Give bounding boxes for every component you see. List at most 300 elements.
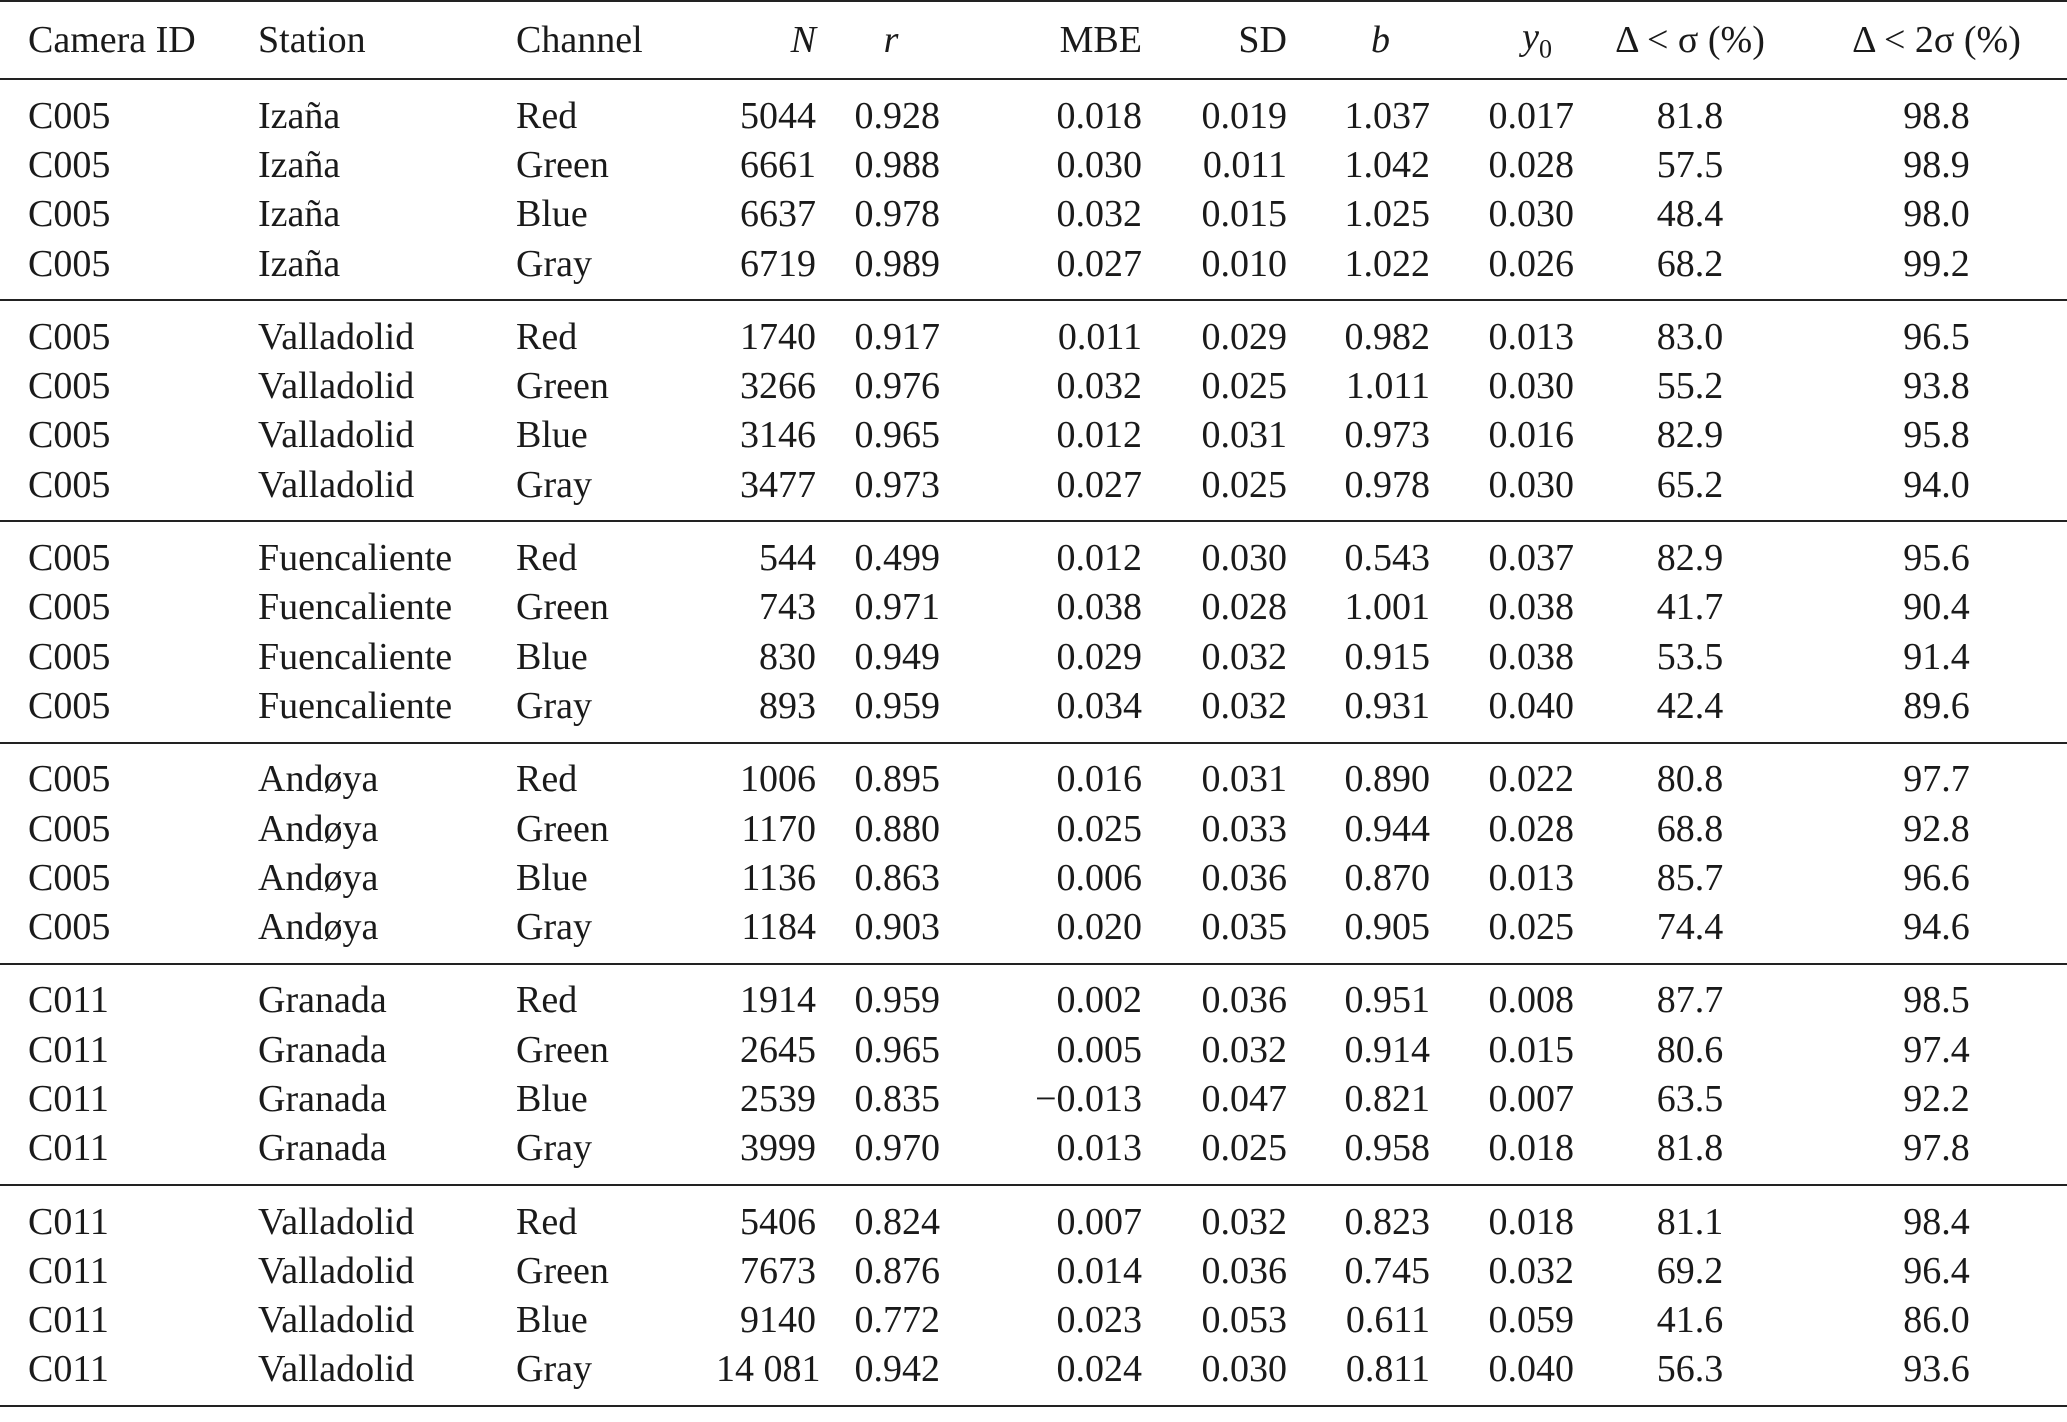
header-y0-subscript: 0 <box>1539 34 1552 64</box>
cell-channel: Red <box>516 979 578 1022</box>
cell-mbe: 0.034 <box>1056 684 1142 727</box>
cell-r: 0.949 <box>854 635 940 678</box>
cell-mbe: 0.032 <box>1056 365 1142 408</box>
cell-y0: 0.028 <box>1488 143 1574 186</box>
cell-sigma2: 92.8 <box>1903 807 1970 850</box>
cell-b: 0.611 <box>1345 1299 1430 1342</box>
table-row <box>0 632 2067 681</box>
cell-y0: 0.028 <box>1488 807 1574 850</box>
cell-n: 7673 <box>740 1249 816 1292</box>
cell-r: 0.835 <box>854 1077 940 1120</box>
cell-y0: 0.013 <box>1488 856 1574 899</box>
cell-sd: 0.029 <box>1201 315 1287 358</box>
cell-station: Izaña <box>258 193 341 236</box>
cell-n: 3477 <box>740 463 816 506</box>
cell-camera-id: C005 <box>28 684 111 727</box>
cell-sigma1: 41.7 <box>1656 586 1724 629</box>
cell-n: 1170 <box>741 807 816 850</box>
cell-r: 0.928 <box>854 94 940 137</box>
cell-channel: Red <box>516 537 578 580</box>
cell-sigma1: 69.2 <box>1656 1249 1724 1292</box>
cell-mbe: 0.016 <box>1056 758 1142 801</box>
cell-camera-id: C011 <box>28 1249 109 1292</box>
cell-station: Fuencaliente <box>258 635 453 678</box>
table-row <box>0 902 2067 951</box>
cell-camera-id: C005 <box>28 414 111 457</box>
cell-mbe: −0.013 <box>1035 1077 1142 1120</box>
cell-y0: 0.030 <box>1488 193 1574 236</box>
table-row <box>0 976 2067 1025</box>
table-row <box>0 411 2067 460</box>
cell-sd: 0.019 <box>1201 94 1287 137</box>
table-row <box>0 1124 2067 1173</box>
cell-channel: Blue <box>516 193 588 236</box>
cell-r: 0.970 <box>854 1127 940 1170</box>
cell-camera-id: C005 <box>28 315 111 358</box>
cell-camera-id: C011 <box>28 1127 109 1170</box>
cell-sd: 0.030 <box>1201 537 1287 580</box>
header-station: Station <box>258 1 516 79</box>
header-y0 <box>1430 1 1574 79</box>
group-spacer <box>0 300 2067 312</box>
station-group <box>0 964 2067 1185</box>
cell-b: 1.022 <box>1344 242 1430 285</box>
table-row <box>0 91 2067 140</box>
cell-mbe: 0.005 <box>1056 1028 1142 1071</box>
cell-sigma2: 98.0 <box>1903 193 1970 236</box>
cell-channel: Green <box>516 807 609 850</box>
table-header <box>0 1 2067 79</box>
cell-n: 5044 <box>740 94 816 137</box>
group-spacer <box>0 79 2067 91</box>
cell-y0: 0.022 <box>1488 758 1574 801</box>
cell-n: 3146 <box>740 414 816 457</box>
cell-sigma2: 95.6 <box>1903 537 1970 580</box>
cell-sigma2: 98.8 <box>1903 94 1970 137</box>
cell-r: 0.942 <box>854 1348 940 1391</box>
cell-y0: 0.008 <box>1488 979 1574 1022</box>
cell-station: Granada <box>258 1127 387 1170</box>
cell-station: Granada <box>258 1028 387 1071</box>
station-group <box>0 521 2067 742</box>
cell-sigma1: 81.8 <box>1656 1127 1724 1170</box>
cell-b: 0.745 <box>1344 1249 1430 1292</box>
header-sigma2-label: Δ < 2σ (%) <box>1852 19 2021 61</box>
cell-mbe: 0.027 <box>1056 463 1142 506</box>
cell-sigma2: 98.5 <box>1903 979 1970 1022</box>
cell-camera-id: C005 <box>28 537 111 580</box>
cell-camera-id: C011 <box>28 979 109 1022</box>
table-row <box>0 1345 2067 1394</box>
cell-station: Andøya <box>258 906 379 949</box>
cell-b: 1.037 <box>1344 94 1430 137</box>
cell-sigma2: 89.6 <box>1903 684 1970 727</box>
cell-sigma1: 41.6 <box>1656 1299 1724 1342</box>
cell-r: 0.895 <box>854 758 940 801</box>
table-row <box>0 681 2067 730</box>
cell-channel: Blue <box>516 856 588 899</box>
cell-sigma1: 82.9 <box>1656 414 1724 457</box>
cell-b: 0.811 <box>1345 1348 1430 1391</box>
cell-sigma1: 82.9 <box>1656 537 1724 580</box>
cell-b: 0.982 <box>1344 315 1430 358</box>
cell-channel: Green <box>516 1028 609 1071</box>
cell-b: 0.973 <box>1344 414 1430 457</box>
cell-sigma2: 92.2 <box>1903 1077 1970 1120</box>
cell-sigma1: 81.8 <box>1656 94 1724 137</box>
cell-station: Izaña <box>258 94 341 137</box>
cell-mbe: 0.006 <box>1056 856 1142 899</box>
cell-r: 0.989 <box>854 242 940 285</box>
cell-sigma1: 42.4 <box>1656 684 1724 727</box>
cell-y0: 0.017 <box>1488 94 1574 137</box>
cell-sd: 0.011 <box>1202 143 1287 186</box>
header-n: N <box>716 1 816 79</box>
cell-sigma2: 96.4 <box>1903 1249 1970 1292</box>
group-spacer <box>0 288 2067 300</box>
cell-y0: 0.026 <box>1488 242 1574 285</box>
header-sd: SD <box>1142 1 1287 79</box>
cell-r: 0.876 <box>854 1249 940 1292</box>
header-y0-symbol: y <box>1522 15 1539 58</box>
cell-sd: 0.053 <box>1201 1299 1287 1342</box>
table-row <box>0 583 2067 632</box>
cell-channel: Red <box>516 758 578 801</box>
cell-channel: Blue <box>516 1299 588 1342</box>
cell-sd: 0.032 <box>1201 1200 1287 1243</box>
cell-n: 6637 <box>740 193 816 236</box>
cell-sigma2: 99.2 <box>1903 242 1970 285</box>
cell-r: 0.903 <box>854 906 940 949</box>
cell-channel: Red <box>516 315 578 358</box>
cell-r: 0.959 <box>854 684 940 727</box>
cell-sigma1: 68.8 <box>1656 807 1724 850</box>
cell-n: 14 081 <box>716 1348 821 1391</box>
cell-station: Valladolid <box>258 1200 415 1243</box>
table-row <box>0 1025 2067 1074</box>
cell-sigma2: 94.6 <box>1903 906 1970 949</box>
table-row <box>0 1296 2067 1345</box>
cell-mbe: 0.018 <box>1056 94 1142 137</box>
cell-r: 0.976 <box>854 365 940 408</box>
cell-n: 6661 <box>740 143 816 186</box>
cell-mbe: 0.014 <box>1056 1249 1142 1292</box>
cell-sd: 0.032 <box>1201 684 1287 727</box>
cell-station: Valladolid <box>258 315 415 358</box>
cell-sigma1: 81.1 <box>1656 1200 1724 1243</box>
cell-camera-id: C005 <box>28 635 111 678</box>
group-spacer <box>0 1173 2067 1185</box>
cell-station: Valladolid <box>258 1249 415 1292</box>
cell-mbe: 0.012 <box>1056 414 1142 457</box>
station-group <box>0 743 2067 964</box>
cell-station: Granada <box>258 979 387 1022</box>
cell-sigma1: 68.2 <box>1656 242 1724 285</box>
cell-b: 0.821 <box>1344 1077 1430 1120</box>
cell-b: 0.944 <box>1344 807 1430 850</box>
cell-y0: 0.038 <box>1488 586 1574 629</box>
cell-n: 1136 <box>741 856 816 899</box>
cell-sd: 0.035 <box>1201 906 1287 949</box>
cell-station: Andøya <box>258 856 379 899</box>
group-spacer <box>0 731 2067 743</box>
cell-n: 544 <box>759 537 816 580</box>
cell-n: 3999 <box>740 1127 816 1170</box>
cell-y0: 0.040 <box>1488 684 1574 727</box>
cell-channel: Gray <box>516 463 592 506</box>
cell-y0: 0.037 <box>1488 537 1574 580</box>
table-row <box>0 804 2067 853</box>
cell-sd: 0.036 <box>1201 856 1287 899</box>
cell-sd: 0.028 <box>1201 586 1287 629</box>
table-row <box>0 755 2067 804</box>
cell-mbe: 0.013 <box>1056 1127 1142 1170</box>
cell-channel: Gray <box>516 242 592 285</box>
cell-sigma1: 55.2 <box>1656 365 1724 408</box>
cell-camera-id: C011 <box>28 1299 109 1342</box>
cell-camera-id: C005 <box>28 94 111 137</box>
table-row <box>0 460 2067 509</box>
cell-sigma2: 94.0 <box>1903 463 1970 506</box>
cell-station: Andøya <box>258 758 379 801</box>
cell-sd: 0.025 <box>1201 1127 1287 1170</box>
header-row <box>0 1 2067 79</box>
cell-r: 0.978 <box>854 193 940 236</box>
header-sigma1 <box>1574 1 1806 79</box>
cell-station: Valladolid <box>258 1299 415 1342</box>
cell-channel: Blue <box>516 635 588 678</box>
cell-sd: 0.010 <box>1201 242 1287 285</box>
cell-n: 1914 <box>740 979 816 1022</box>
cell-sigma1: 63.5 <box>1656 1077 1724 1120</box>
cell-r: 0.988 <box>854 143 940 186</box>
cell-channel: Blue <box>516 1077 588 1120</box>
station-group <box>0 300 2067 521</box>
cell-n: 2539 <box>740 1077 816 1120</box>
cell-mbe: 0.024 <box>1056 1348 1142 1391</box>
cell-r: 0.965 <box>854 1028 940 1071</box>
cell-n: 830 <box>759 635 816 678</box>
cell-sigma2: 93.6 <box>1903 1348 1970 1391</box>
cell-sd: 0.036 <box>1201 1249 1287 1292</box>
cell-mbe: 0.030 <box>1056 143 1142 186</box>
cell-mbe: 0.032 <box>1056 193 1142 236</box>
cell-sigma2: 93.8 <box>1903 365 1970 408</box>
cell-sigma2: 91.4 <box>1903 635 1970 678</box>
cell-camera-id: C011 <box>28 1200 109 1243</box>
cell-mbe: 0.011 <box>1057 315 1142 358</box>
cell-sigma2: 95.8 <box>1903 414 1970 457</box>
cell-sd: 0.025 <box>1201 365 1287 408</box>
group-spacer <box>0 1185 2067 1197</box>
cell-channel: Green <box>516 365 609 408</box>
cell-sd: 0.015 <box>1201 193 1287 236</box>
cell-channel: Green <box>516 143 609 186</box>
group-spacer <box>0 1394 2067 1406</box>
cell-b: 1.042 <box>1344 143 1430 186</box>
cell-r: 0.772 <box>854 1299 940 1342</box>
cell-b: 0.931 <box>1344 684 1430 727</box>
header-b: b <box>1287 1 1430 79</box>
station-group <box>0 79 2067 300</box>
cell-b: 0.915 <box>1344 635 1430 678</box>
cell-b: 1.025 <box>1344 193 1430 236</box>
table-row <box>0 1074 2067 1123</box>
cell-n: 5406 <box>740 1200 816 1243</box>
cell-n: 893 <box>759 684 816 727</box>
cell-sigma1: 65.2 <box>1656 463 1724 506</box>
cell-sd: 0.031 <box>1201 758 1287 801</box>
cell-r: 0.973 <box>854 463 940 506</box>
cell-channel: Blue <box>516 414 588 457</box>
cell-y0: 0.030 <box>1488 463 1574 506</box>
cell-sigma2: 98.9 <box>1903 143 1970 186</box>
cell-sigma2: 90.4 <box>1903 586 1970 629</box>
cell-channel: Gray <box>516 684 592 727</box>
cell-y0: 0.018 <box>1488 1127 1574 1170</box>
cell-sd: 0.025 <box>1201 463 1287 506</box>
cell-channel: Green <box>516 1249 609 1292</box>
cell-sigma1: 48.4 <box>1656 193 1724 236</box>
cell-n: 1184 <box>741 906 816 949</box>
cell-n: 2645 <box>740 1028 816 1071</box>
cell-sigma1: 83.0 <box>1656 315 1724 358</box>
cell-b: 0.914 <box>1344 1028 1430 1071</box>
cell-sigma1: 53.5 <box>1656 635 1724 678</box>
cell-r: 0.917 <box>854 315 940 358</box>
cell-station: Fuencaliente <box>258 586 453 629</box>
cell-camera-id: C005 <box>28 143 111 186</box>
cell-sd: 0.032 <box>1201 1028 1287 1071</box>
cell-sd: 0.036 <box>1201 979 1287 1022</box>
cell-sd: 0.031 <box>1201 414 1287 457</box>
header-mbe: MBE <box>966 1 1142 79</box>
cell-sigma1: 80.6 <box>1656 1028 1724 1071</box>
cell-station: Granada <box>258 1077 387 1120</box>
cell-y0: 0.016 <box>1488 414 1574 457</box>
cell-sigma1: 74.4 <box>1656 906 1724 949</box>
cell-n: 3266 <box>740 365 816 408</box>
cell-sigma2: 97.7 <box>1903 758 1970 801</box>
cell-sigma1: 80.8 <box>1656 758 1724 801</box>
cell-camera-id: C011 <box>28 1077 109 1120</box>
cell-b: 0.905 <box>1344 906 1430 949</box>
cell-b: 0.958 <box>1344 1127 1430 1170</box>
cell-sigma1: 56.3 <box>1656 1348 1724 1391</box>
group-spacer <box>0 952 2067 964</box>
cell-mbe: 0.029 <box>1056 635 1142 678</box>
cell-channel: Gray <box>516 1348 592 1391</box>
cell-channel: Green <box>516 586 609 629</box>
cell-camera-id: C005 <box>28 807 111 850</box>
cell-station: Fuencaliente <box>258 537 453 580</box>
cell-b: 0.543 <box>1344 537 1430 580</box>
group-spacer <box>0 743 2067 755</box>
cell-b: 1.001 <box>1344 586 1430 629</box>
table-row <box>0 312 2067 361</box>
cell-station: Valladolid <box>258 1348 415 1391</box>
cell-y0: 0.013 <box>1488 315 1574 358</box>
station-group <box>0 1185 2067 1406</box>
cell-r: 0.824 <box>854 1200 940 1243</box>
cell-n: 743 <box>759 586 816 629</box>
table-row <box>0 239 2067 288</box>
header-r: r <box>816 1 966 79</box>
cell-sigma1: 87.7 <box>1656 979 1724 1022</box>
cell-sd: 0.033 <box>1201 807 1287 850</box>
table-row <box>0 1246 2067 1295</box>
cell-camera-id: C005 <box>28 463 111 506</box>
cell-mbe: 0.038 <box>1056 586 1142 629</box>
cell-b: 0.978 <box>1344 463 1430 506</box>
cell-b: 0.870 <box>1344 856 1430 899</box>
cell-mbe: 0.025 <box>1056 807 1142 850</box>
cell-mbe: 0.012 <box>1056 537 1142 580</box>
cell-mbe: 0.020 <box>1056 906 1142 949</box>
cell-r: 0.965 <box>854 414 940 457</box>
cell-camera-id: C011 <box>28 1348 109 1391</box>
cell-camera-id: C011 <box>28 1028 109 1071</box>
cell-channel: Red <box>516 94 578 137</box>
cell-station: Fuencaliente <box>258 684 453 727</box>
cell-station: Andøya <box>258 807 379 850</box>
cell-y0: 0.059 <box>1488 1299 1574 1342</box>
cell-camera-id: C005 <box>28 906 111 949</box>
header-channel: Channel <box>516 1 716 79</box>
cell-mbe: 0.027 <box>1056 242 1142 285</box>
cell-r: 0.880 <box>854 807 940 850</box>
cell-sd: 0.047 <box>1201 1077 1287 1120</box>
cell-channel: Gray <box>516 906 592 949</box>
table-row <box>0 361 2067 410</box>
cell-camera-id: C005 <box>28 758 111 801</box>
cell-mbe: 0.023 <box>1056 1299 1142 1342</box>
cell-r: 0.499 <box>854 537 940 580</box>
cell-sigma2: 98.4 <box>1903 1200 1970 1243</box>
cell-y0: 0.030 <box>1488 365 1574 408</box>
cell-sigma1: 57.5 <box>1656 143 1724 186</box>
cell-y0: 0.007 <box>1488 1077 1574 1120</box>
cell-sigma2: 97.4 <box>1903 1028 1970 1071</box>
cell-r: 0.959 <box>854 979 940 1022</box>
cell-camera-id: C005 <box>28 193 111 236</box>
header-sigma2 <box>1806 1 2067 79</box>
cell-camera-id: C005 <box>28 365 111 408</box>
cell-y0: 0.038 <box>1488 635 1574 678</box>
cell-sd: 0.032 <box>1201 635 1287 678</box>
cell-b: 0.890 <box>1344 758 1430 801</box>
cell-camera-id: C005 <box>28 242 111 285</box>
cell-channel: Gray <box>516 1127 592 1170</box>
cell-station: Valladolid <box>258 463 415 506</box>
group-spacer <box>0 521 2067 533</box>
cell-channel: Red <box>516 1200 578 1243</box>
cell-b: 1.011 <box>1345 365 1430 408</box>
cell-sigma1: 85.7 <box>1656 856 1724 899</box>
header-sigma1-label: Δ < σ (%) <box>1615 19 1765 61</box>
group-spacer <box>0 509 2067 521</box>
cell-b: 0.823 <box>1344 1200 1430 1243</box>
cell-camera-id: C005 <box>28 586 111 629</box>
cell-sigma2: 96.5 <box>1903 315 1970 358</box>
cell-r: 0.971 <box>854 586 940 629</box>
table-row <box>0 190 2067 239</box>
cell-n: 1740 <box>740 315 816 358</box>
cell-r: 0.863 <box>854 856 940 899</box>
group-spacer <box>0 964 2067 976</box>
cell-station: Izaña <box>258 242 341 285</box>
header-camera-id: Camera ID <box>0 1 258 79</box>
